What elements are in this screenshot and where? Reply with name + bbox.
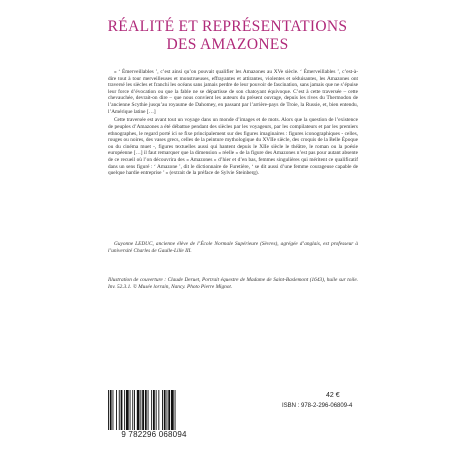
price: 42 € [326,392,340,399]
barcode-digits: 9 782296 068094 [121,430,187,439]
illustration-credit: Illustration de couverture : Claude Deruet, Portrait équestre de Madame de Saint-Baslemont (1643), huile sur toile. Inv. 52.3.1. © Musée lorrain, Nancy. Photo Pierre Mignot. [108,277,358,290]
blurb-text [108,69,358,179]
barcode-bars [108,390,200,430]
blurb-paragraph-2: Cette traversée est avant tout un voyage dans un monde d’images et de mots. Alors que la question de l’existence de peuples d’Amazones a été débattue pendant des siècles par les voyageurs, par les compilateurs et par les premiers ethnographes, le regard porté ici se fixe principalement sur des figures imaginaires : figures iconographiques - celles, rouges ou noires, des vases grecs, celles de la peinture mythologique du XVIIe siècle, des croquis de la Belle Époque ou du cinéma muet -, figures textuelles aussi qui hantent depuis le XIIe siècle le théâtre, le roman ou la poésie européenne […] il faut remarquer que la dimension « réelle » de la figure des Amazones n’est pas pour autant absente de ce recueil où l’on découvrira des « Amazones » d’hier et d’en bas, femmes singulières qui méritent ce qualificatif dans un sens figuré : ‘ Amazone ’, dit le dictionnaire de Furetière, ‘ se dit aussi d’une femme courageuse capable de quelque hardie entreprise ’ » (extrait de la préface de Sylvie Steinberg). [108,117,358,177]
book-title [0,18,455,54]
isbn: ISBN : 978-2-296-06809-4 [282,403,353,409]
author-note: Guyonne LEDUC, ancienne élève de l’École Normale Supérieure (Sèvres), agrégée d’anglais, est professeur à l’université Charles de Gaulle-Lille III. [108,241,358,254]
title-line-1: RÉALITÉ ET REPRÉSENTATIONS [107,18,348,35]
blurb-paragraph-1: « ‘ Émerveillables ’, c’est ainsi qu’on pouvait qualifier les Amazones au XVe siècle. ‘ Émerveillables ’, c’est-à-dire tout à tour merveilleuses et monstrueuses, effrayantes et attirantes, violentes et séduisantes, les Amazones ont traversé les siècles et franchi les océans sans jamais perdre de leur pouvoir de fascination, sans jamais que ne s’épuise leur force d’évocation ou que la fable ne se départisse de son chatoyant équivoque. C’est à cette traversée – cette chevauchée, devrait-on dire – que nous convient les auteurs du présent ouvrage, depuis les rives du Thermodon de l’ancienne Scythie jusqu’au royaume de Dahomey, en passant par l’arrière-pays de Troie, la Russie, et, bien entendu, l’Amérique latine […] [108,69,358,115]
title-line-2: DES AMAZONES [166,36,289,53]
barcode [101,386,207,444]
